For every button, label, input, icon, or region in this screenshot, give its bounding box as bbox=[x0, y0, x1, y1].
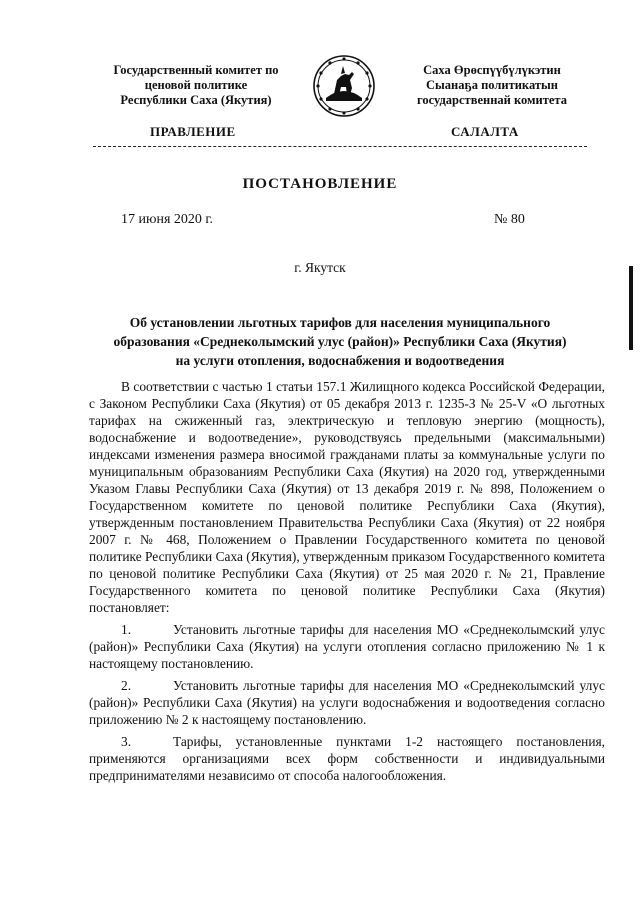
item-number: 1. bbox=[121, 622, 132, 637]
list-item bbox=[89, 677, 605, 728]
header-right-line: Сыанаҕа политикатын bbox=[426, 78, 558, 92]
list-item bbox=[89, 733, 605, 784]
header-left-line: Государственный комитет по bbox=[113, 63, 279, 77]
item-text: Установить льготные тарифы для населения МО «Среднеколымский улус (район)» Республики Саха (Якутия) на услуги водоснабжения и водоотведения согласно приложению № 2 к настоящему постановлению. bbox=[89, 678, 605, 727]
document-title: ПОСТАНОВЛЕНИЕ bbox=[242, 176, 398, 192]
document-subject bbox=[90, 313, 590, 370]
scan-edge-mark bbox=[629, 266, 633, 350]
item-number: 3. bbox=[121, 734, 132, 749]
document-number: № 80 bbox=[494, 212, 525, 227]
item-text: Тарифы, установленные пунктами 1-2 настоящего постановления, применяются организациями всех форм собственности и индивидуальными предпринимателями независимо от способа налогообложения. bbox=[89, 734, 605, 783]
header-divider bbox=[93, 146, 587, 147]
header-left-sub: ПРАВЛЕНИЕ bbox=[150, 124, 236, 139]
header-right-line: Саха Өрөспүүбүлүкэтин bbox=[423, 63, 561, 77]
header-left-org bbox=[96, 63, 296, 108]
header-left-line: Республики Саха (Якутия) bbox=[120, 93, 272, 107]
header-left-line: ценовой политике bbox=[144, 78, 248, 92]
header-right-line: государственнай комитета bbox=[417, 93, 567, 107]
header-right-org bbox=[392, 63, 592, 108]
header-right-sub: САЛАЛТА bbox=[451, 124, 519, 139]
coat-of-arms-icon bbox=[312, 54, 376, 118]
list-item bbox=[89, 621, 605, 672]
subject-line: образования «Среднеколымский улус (район)» Республики Саха (Якутия) bbox=[113, 334, 567, 349]
subject-line: Об установлении льготных тарифов для населения муниципального bbox=[129, 315, 551, 330]
preamble-paragraph: В соответствии с частью 1 статьи 157.1 Жилищного кодекса Российской Федерации, с Законом Республики Саха (Якутия) от 05 декабря 2013 г. 1235-З № 25-V «О льготных тарифах на сжиженный газ, электрическую и тепловую энергию (мощность), водоснабжение и водоотведение», руководствуясь предельными (максимальными) индексами изменения размера вносимой гражданами платы за коммунальные услуги по муниципальным образованиям Республики Саха (Якутия) на 2020 год, утвержденными Указом Главы Республики Саха (Якутия) от 13 декабря 2019 г. № 898, Положением о Государственном комитете по ценовой политике Республики Саха (Якутия), утвержденным постановлением Правительства Республики Саха (Якутия) от 22 ноября 2007 г. № 468, Положением о Правлении Государственного комитета по ценовой политике Республики Саха (Якутия), утвержденным приказом Государственного комитета по ценовой политике Республики Саха (Якутия) от 25 мая 2020 г. № 21, Правление Государственного комитета по ценовой политике Республики Саха (Якутия) постановляет: bbox=[89, 379, 605, 615]
item-number: 2. bbox=[121, 678, 132, 693]
document-city: г. Якутск bbox=[294, 260, 346, 275]
subject-line: на услуги отопления, водоснабжения и водоотведения bbox=[175, 353, 505, 368]
item-text: Установить льготные тарифы для населения МО «Среднеколымский улус (район)» Республики Саха (Якутия) на услуги отопления согласно приложению № 1 к настоящему постановлению. bbox=[89, 622, 605, 671]
document-date: 17 июня 2020 г. bbox=[121, 212, 214, 227]
document-body bbox=[89, 378, 605, 784]
